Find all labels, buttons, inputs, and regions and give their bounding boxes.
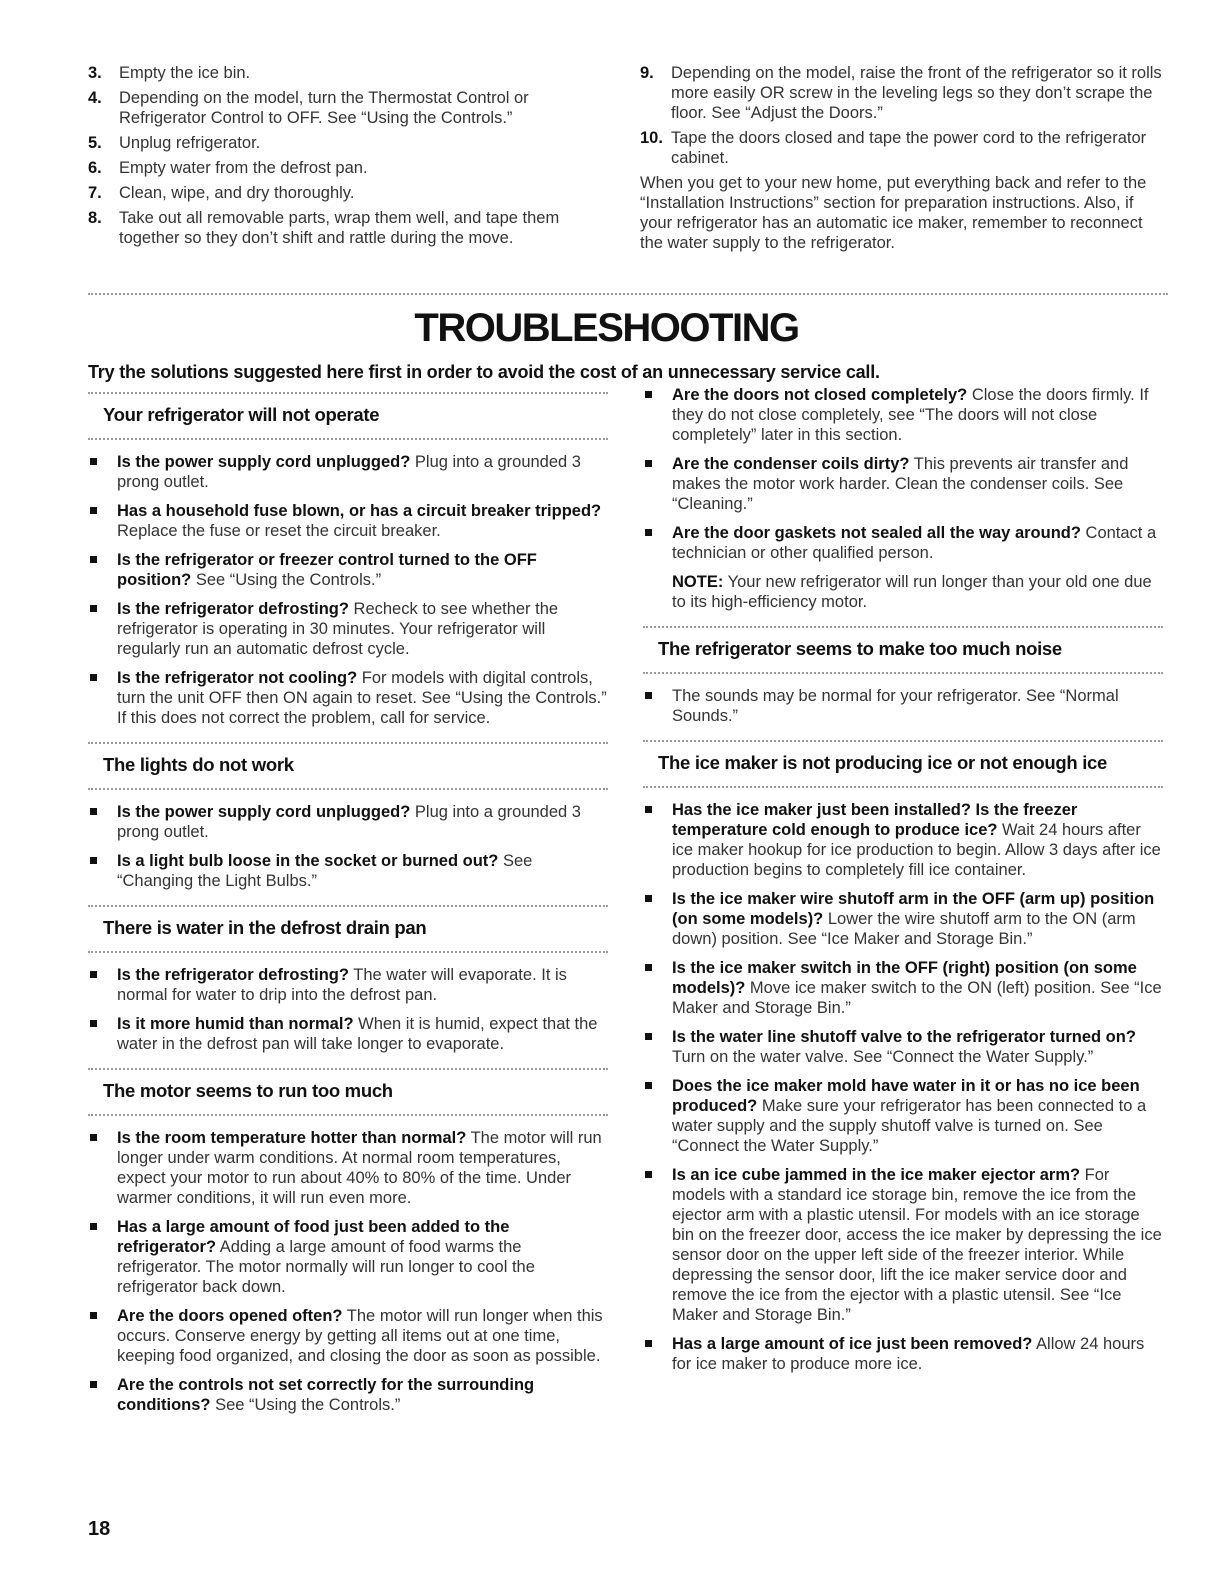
answer: Plug into a grounded 3 prong outlet. [117, 803, 581, 841]
step-item [88, 158, 608, 178]
section [88, 742, 608, 891]
answer: See “Changing the Light Bulbs.” [117, 852, 533, 890]
bullet-icon [90, 458, 97, 465]
question: Is the power supply cord unplugged? [117, 803, 411, 821]
question: Are the condenser coils dirty? [672, 455, 910, 473]
bullet-icon [645, 964, 652, 971]
moving-paragraph: When you get to your new home, put everything back and refer to the “Installation Instructions” section for preparation instructions. Also, if your refrigerator has an automatic ice maker, remember to reconnect the water supply to the refrigerator. [640, 174, 1147, 252]
section-heading: The refrigerator seems to make too much noise [643, 626, 1163, 674]
section [88, 1068, 608, 1415]
answer: For models with a standard ice storage bin, remove the ice from the ejector arm with a plastic utensil. For models with an ice storage bin on the freezer door, access the ice maker by depressing the ice sensor door on the upper left side of the freezer interior. While depressing the sensor door, lift the ice maker service door and remove the ice from the ejector with a plastic utensil. See “Ice Maker and Storage Bin.” [672, 1166, 1162, 1324]
bullet-icon [90, 1134, 97, 1141]
list-item [643, 1165, 1163, 1325]
bullet-icon [645, 806, 652, 813]
bullet-icon [90, 507, 97, 514]
right-column [643, 385, 1163, 1383]
step-item [640, 63, 1165, 123]
question: Is it more humid than normal? [117, 1015, 354, 1033]
question: Are the doors opened often? [117, 1307, 343, 1325]
answer: Make sure your refrigerator has been connected to a water supply and the supply shutoff valve is turned on. See “Connect the Water Supply.” [672, 1097, 1147, 1155]
list-item [88, 1128, 608, 1208]
list-item [88, 851, 608, 891]
list-item [88, 802, 608, 842]
list-item [643, 1334, 1163, 1374]
question: Are the doors not closed completely? [672, 386, 968, 404]
answer: This prevents air transfer and makes the motor work harder. Clean the condenser coils. See “Cleaning.” [672, 455, 1129, 513]
bullet-icon [90, 857, 97, 864]
answer: Move ice maker switch to the ON (left) position. See “Ice Maker and Storage Bin.” [672, 979, 1162, 1017]
section [643, 626, 1163, 726]
answer: Lower the wire shutoff arm to the ON (arm down) position. See “Ice Maker and Storage Bin.” [672, 910, 1136, 948]
answer: Turn on the water valve. See “Connect the Water Supply.” [672, 1048, 1094, 1066]
section-heading: The lights do not work [88, 742, 608, 790]
moving-steps-right [640, 63, 1165, 253]
list-item [88, 550, 608, 590]
step-text: Unplug refrigerator. [119, 134, 261, 152]
bullet-icon [90, 808, 97, 815]
bullet-icon [645, 692, 652, 699]
question: Has the ice maker just been installed? Is the freezer temperature cold enough to produce ice? [672, 801, 1078, 839]
step-item [88, 133, 608, 153]
bullet-icon [90, 674, 97, 681]
question: Is the refrigerator defrosting? [117, 966, 349, 984]
bullet-icon [90, 605, 97, 612]
list-item [88, 599, 608, 659]
question: Is a light bulb loose in the socket or burned out? [117, 852, 499, 870]
list-item [643, 889, 1163, 949]
step-number: 6. [88, 159, 102, 177]
answer: The motor will run longer under warm conditions. At normal room temperatures, expect your motor to run about 40% to 80% of the time. Under warmer conditions, it will run even more. [117, 1129, 602, 1207]
answer: Wait 24 hours after ice maker hookup for ice production to begin. Allow 3 days after ice production begins to completely fill ice container. [672, 821, 1161, 879]
section-heading: The ice maker is not producing ice or not enough ice [643, 740, 1163, 788]
answer: Replace the fuse or reset the circuit breaker. [117, 522, 441, 540]
bullet-icon [90, 971, 97, 978]
step-number: 4. [88, 89, 102, 107]
answer: Contact a technician or other qualified person. [672, 524, 1157, 562]
step-text: Empty water from the defrost pan. [119, 159, 368, 177]
page-number: 18 [88, 1518, 111, 1540]
list-item [88, 1306, 608, 1366]
step-text: Depending on the model, raise the front of the refrigerator so it rolls more easily OR screw in the leveling legs so they don’t scrape the floor. See “Adjust the Doors.” [671, 64, 1162, 122]
step-item [640, 128, 1165, 168]
step-number: 10. [640, 129, 663, 147]
bullet-icon [645, 1340, 652, 1347]
list-item [643, 385, 1163, 445]
question: Has a large amount of food just been added to the refrigerator? [117, 1218, 510, 1256]
step-item [88, 63, 608, 83]
answer: The motor will run longer when this occurs. Conserve energy by getting all items out at one time, keeping food organized, and closing the door as soon as possible. [117, 1307, 603, 1365]
step-item [88, 208, 608, 248]
step-item [88, 183, 608, 203]
moving-steps-left [88, 63, 608, 253]
bullet-icon [90, 1020, 97, 1027]
answer: Recheck to see whether the refrigerator is operating in 30 minutes. Your refrigerator will regularly run an automatic defrost cycle. [117, 600, 559, 658]
left-column [88, 392, 608, 1424]
question: Is the water line shutoff valve to the refrigerator turned on? [672, 1028, 1136, 1046]
list-item [643, 454, 1163, 514]
step-number: 7. [88, 184, 102, 202]
section [88, 392, 608, 728]
question: Has a household fuse blown, or has a circuit breaker tripped? [117, 502, 602, 520]
section-heading: Your refrigerator will not operate [88, 392, 608, 440]
question: Is the power supply cord unplugged? [117, 453, 411, 471]
list-item [88, 1217, 608, 1297]
bullet-icon [645, 529, 652, 536]
list-item [643, 1076, 1163, 1156]
list-item [88, 965, 608, 1005]
bullet-icon [645, 1171, 652, 1178]
section [88, 905, 608, 1054]
answer: See “Using the Controls.” [191, 571, 382, 589]
answer: The water will evaporate. It is normal for water to drip into the defrost pan. [117, 966, 567, 1004]
section-heading: There is water in the defrost drain pan [88, 905, 608, 953]
note-text: Your new refrigerator will run longer than your old one due to its high-efficiency motor. [672, 573, 1152, 611]
list-item [643, 686, 1163, 726]
list-item [88, 1014, 608, 1054]
bullet-icon [645, 460, 652, 467]
answer: Close the doors firmly. If they do not close completely, see “The doors will not close completely” later in this section. [672, 386, 1149, 444]
step-number: 5. [88, 134, 102, 152]
question: Is the refrigerator not cooling? [117, 669, 358, 687]
question: Is the ice maker wire shutoff arm in the OFF (arm up) position (on some models)? [672, 890, 1155, 928]
step-text: Clean, wipe, and dry thoroughly. [119, 184, 355, 202]
step-text: Tape the doors closed and tape the power cord to the refrigerator cabinet. [671, 129, 1147, 167]
step-number: 9. [640, 64, 654, 82]
question: Is the ice maker switch in the OFF (right) position (on some models)? [672, 959, 1137, 997]
list-item [88, 668, 608, 728]
question: Is the room temperature hotter than normal? [117, 1129, 467, 1147]
answer: See “Using the Controls.” [210, 1396, 401, 1414]
list-item [88, 1375, 608, 1415]
answer: For models with digital controls, turn the unit OFF then ON again to reset. See “Using the Controls.” If this does not correct the problem, call for service. [117, 669, 607, 727]
answer: The sounds may be normal for your refrigerator. See “Normal Sounds.” [672, 687, 1119, 725]
question: Are the controls not set correctly for the surrounding conditions? [117, 1376, 535, 1414]
step-number: 3. [88, 64, 102, 82]
step-item [88, 88, 608, 128]
tagline: Try the solutions suggested here first in order to avoid the cost of an unnecessary service call. [88, 362, 880, 382]
question: Is an ice cube jammed in the ice maker ejector arm? [672, 1166, 1081, 1184]
list-item [643, 800, 1163, 880]
page-title: TROUBLESHOOTING [414, 306, 799, 350]
bullet-icon [90, 556, 97, 563]
bullet-icon [90, 1381, 97, 1388]
question: Is the refrigerator defrosting? [117, 600, 349, 618]
bullet-icon [645, 895, 652, 902]
bullet-icon [645, 1033, 652, 1040]
bullet-icon [645, 1082, 652, 1089]
section [643, 740, 1163, 1374]
step-text: Take out all removable parts, wrap them well, and tape them together so they don’t shift and rattle during the move. [119, 209, 560, 247]
answer: Allow 24 hours for ice maker to produce more ice. [672, 1335, 1145, 1373]
bullet-icon [90, 1223, 97, 1230]
list-item [88, 501, 608, 541]
list-item [643, 958, 1163, 1018]
section-heading: The motor seems to run too much [88, 1068, 608, 1116]
answer: Plug into a grounded 3 prong outlet. [117, 453, 581, 491]
bullet-icon [90, 1312, 97, 1319]
list-item [643, 523, 1163, 563]
list-item [643, 1027, 1163, 1067]
question: Is the refrigerator or freezer control turned to the OFF position? [117, 551, 537, 589]
answer: Adding a large amount of food warms the refrigerator. The motor normally will run longer to cool the refrigerator back down. [117, 1238, 535, 1296]
step-text: Depending on the model, turn the Thermostat Control or Refrigerator Control to OFF. See “Using the Controls.” [119, 89, 529, 127]
note-label: NOTE: [672, 573, 724, 591]
answer: When it is humid, expect that the water in the defrost pan will take longer to evaporate. [117, 1015, 598, 1053]
step-text: Empty the ice bin. [119, 64, 251, 82]
list-item [88, 452, 608, 492]
question: Are the door gaskets not sealed all the way around? [672, 524, 1081, 542]
note [643, 572, 1163, 612]
question: Does the ice maker mold have water in it or has no ice been produced? [672, 1077, 1140, 1115]
step-number: 8. [88, 209, 102, 227]
bullet-icon [645, 391, 652, 398]
section-divider [88, 293, 1168, 295]
question: Has a large amount of ice just been removed? [672, 1335, 1033, 1353]
